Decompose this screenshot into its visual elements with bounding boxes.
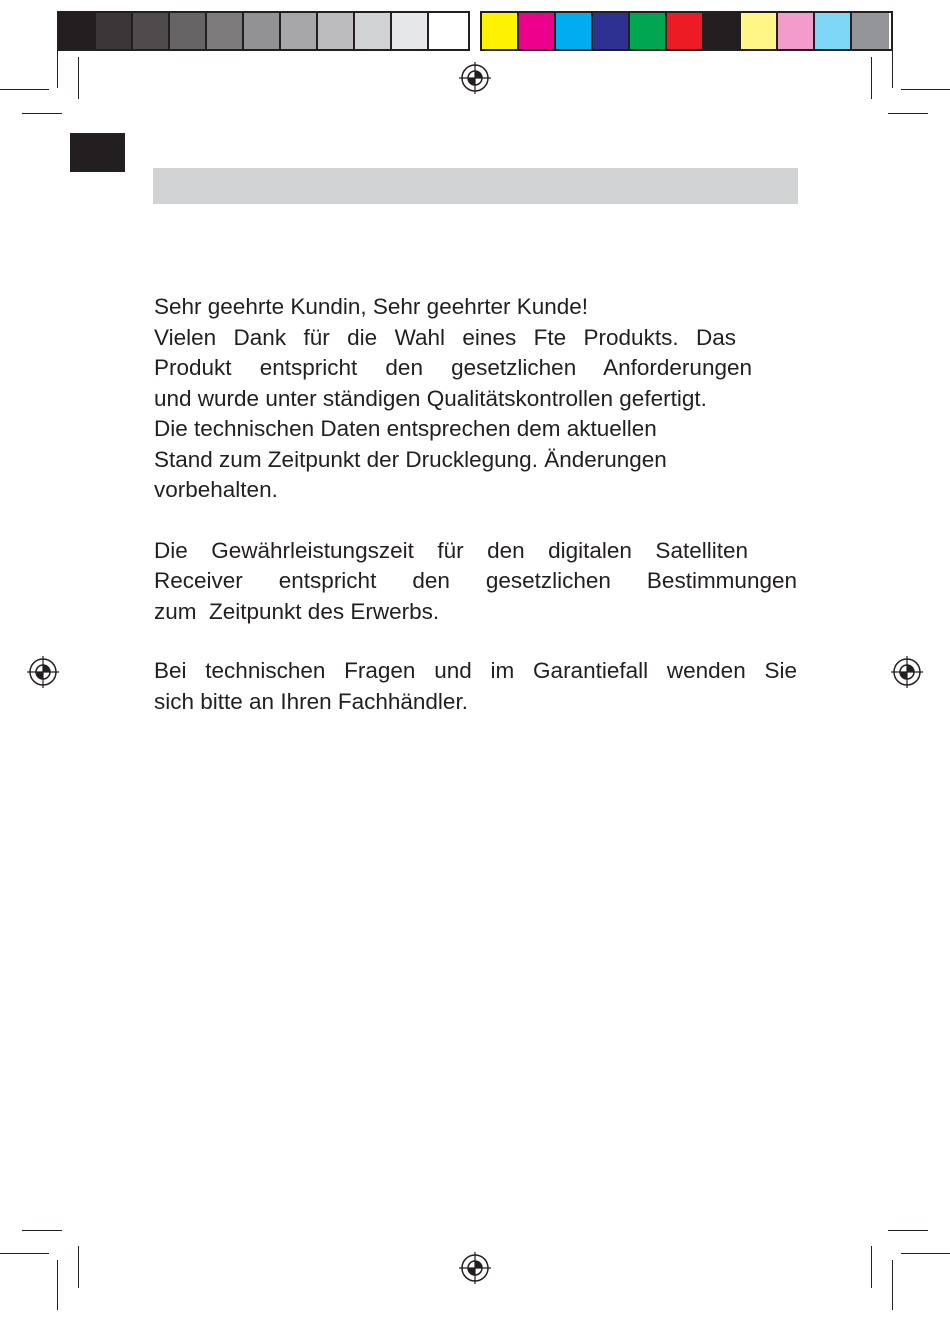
crop-mark [22, 113, 62, 114]
color-swatch [815, 13, 852, 49]
text-line: zum Zeitpunkt des Erwerbs. [154, 598, 440, 624]
support-paragraph [154, 656, 797, 717]
registration-mark-icon [459, 1252, 491, 1284]
letter-body [154, 292, 797, 746]
text-line: Bei technischen Fragen und im Garantiefall wenden Sie [154, 658, 797, 683]
process-color-bar [480, 11, 893, 51]
color-swatch [207, 13, 244, 49]
color-swatch [133, 13, 170, 49]
crop-mark [888, 113, 928, 114]
greeting-paragraph [154, 292, 797, 506]
color-swatch [704, 13, 741, 49]
crop-mark [0, 1253, 49, 1254]
color-swatch [778, 13, 815, 49]
crop-mark [871, 1246, 872, 1288]
crop-mark [892, 51, 893, 88]
color-swatch [244, 13, 281, 49]
color-swatch [519, 13, 556, 49]
crop-mark [78, 57, 79, 99]
color-swatch [482, 13, 519, 49]
grayscale-color-bar [57, 11, 470, 51]
text-line: sich bitte an Ihren Fachhändler. [154, 688, 468, 714]
color-swatch [593, 13, 630, 49]
greeting-line: Sehr geehrte Kundin, Sehr geehrter Kunde! [154, 294, 589, 319]
crop-mark [57, 1260, 58, 1310]
color-swatch [741, 13, 778, 49]
crop-mark [871, 57, 872, 99]
crop-mark [892, 1260, 893, 1310]
text-line: Receiver entspricht den gesetzlichen Bestimmungen [154, 568, 797, 593]
registration-mark-icon [27, 656, 59, 688]
crop-mark [888, 1230, 928, 1231]
color-swatch [96, 13, 133, 49]
color-swatch [170, 13, 207, 49]
color-swatch [318, 13, 355, 49]
text-line: und wurde unter ständigen Qualitätskontrollen gefertigt. [154, 385, 707, 411]
color-swatch [281, 13, 318, 49]
language-tab [70, 133, 125, 172]
color-swatch [630, 13, 667, 49]
color-swatch [852, 13, 889, 49]
crop-mark [57, 51, 58, 88]
color-swatch [392, 13, 429, 49]
warranty-paragraph [154, 536, 797, 628]
crop-mark [78, 1246, 79, 1288]
color-swatch [59, 13, 96, 49]
color-swatch [429, 13, 466, 49]
registration-mark-icon [891, 656, 923, 688]
crop-mark [901, 1253, 950, 1254]
color-swatch [355, 13, 392, 49]
registration-mark-icon [459, 62, 491, 94]
text-line: Die technischen Daten entsprechen dem aktuellen [154, 416, 657, 441]
crop-mark [22, 1230, 62, 1231]
text-line: Stand zum Zeitpunkt der Drucklegung. Änderungen [154, 446, 667, 472]
section-header-bar [153, 168, 798, 204]
text-line: Vielen Dank für die Wahl eines Fte Produkts. Das [154, 324, 736, 350]
color-swatch [556, 13, 593, 49]
text-line: Die Gewährleistungszeit für den digitalen Satelliten [154, 537, 748, 563]
crop-mark [0, 89, 49, 90]
crop-mark [901, 89, 950, 90]
text-line: Produkt entspricht den gesetzlichen Anforderungen [154, 355, 752, 380]
text-line: vorbehalten. [154, 477, 278, 502]
color-swatch [667, 13, 704, 49]
